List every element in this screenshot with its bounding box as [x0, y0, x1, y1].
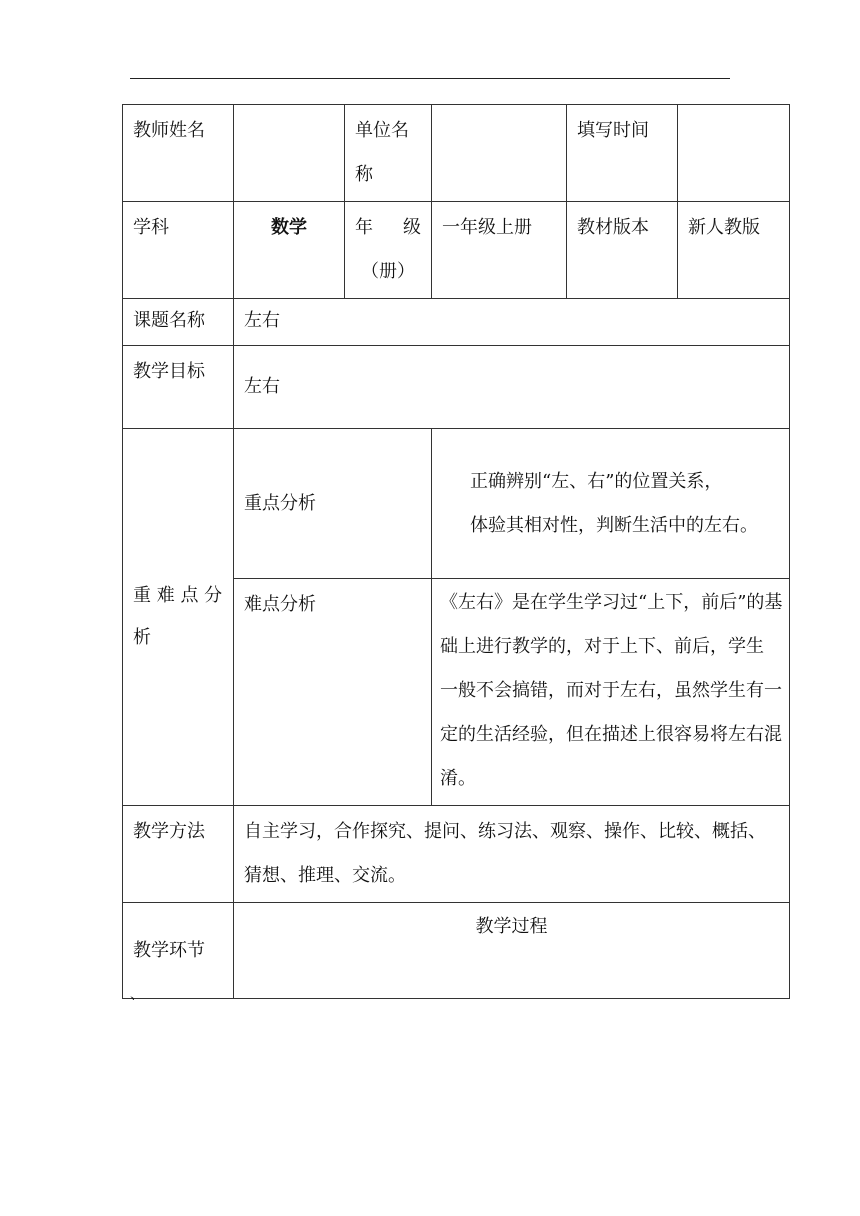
- key-point-line1: 正确辨别“左、右”的位置关系，: [470, 470, 723, 492]
- subject-label: 学科: [123, 202, 234, 299]
- table-row: [123, 299, 790, 346]
- grade-label-right: 级: [403, 217, 421, 238]
- table-row: [123, 903, 790, 999]
- key-difficult-label: 重 难 点 分 析: [123, 429, 234, 806]
- grade-label-top: [355, 206, 421, 250]
- teaching-goal-value: 左右: [234, 346, 790, 429]
- teacher-name-value: [234, 105, 345, 202]
- key-point-label: 重点分析: [234, 429, 432, 579]
- grade-label-sub: （册）: [361, 261, 415, 282]
- table-row: [123, 429, 790, 579]
- unit-name-value: [432, 105, 567, 202]
- difficult-point-label: 难点分析: [234, 579, 432, 806]
- textbook-version-label: 教材版本: [567, 202, 678, 299]
- table-row: [123, 806, 790, 903]
- teaching-process-label: 教学过程: [234, 903, 790, 999]
- key-point-line2: 体验其相对性，判断生活中的左右。: [470, 514, 758, 536]
- grade-label: [345, 202, 432, 299]
- table-row: [123, 346, 790, 429]
- stray-mark: 、: [130, 987, 144, 1003]
- key-point-text: [432, 429, 790, 579]
- teaching-method-label: 教学方法: [123, 806, 234, 903]
- lesson-title-label: 课题名称: [123, 299, 234, 346]
- teacher-name-label: 教师姓名: [123, 105, 234, 202]
- grade-value: 一年级上册: [432, 202, 567, 299]
- teaching-stage-label: 教学环节: [123, 903, 234, 999]
- unit-name-label: 单位名称: [345, 105, 432, 202]
- difficult-point-text: 《左右》是在学生学习过“上下，前后”的基础上进行教学的，对于上下、前后，学生 一般不会搞错，而对于左右，虽然学生有一定的生活经验，但在描述上很容易将左右混淆。: [432, 579, 790, 806]
- teaching-method-value: 自主学习，合作探究、提问、练习法、观察、操作、比较、概括、猜想、推理、交流。: [234, 806, 790, 903]
- fill-time-label: 填写时间: [567, 105, 678, 202]
- subject-value: 数学: [234, 202, 345, 299]
- teaching-goal-label: 教学目标: [123, 346, 234, 429]
- textbook-version-value: 新人教版: [678, 202, 790, 299]
- table-row: [123, 105, 790, 202]
- grade-label-left: 年: [355, 217, 373, 238]
- header-rule: [130, 78, 730, 79]
- table-row: [123, 202, 790, 299]
- fill-time-value: [678, 105, 790, 202]
- lesson-plan-table: [122, 104, 790, 999]
- lesson-title-value: 左右: [234, 299, 790, 346]
